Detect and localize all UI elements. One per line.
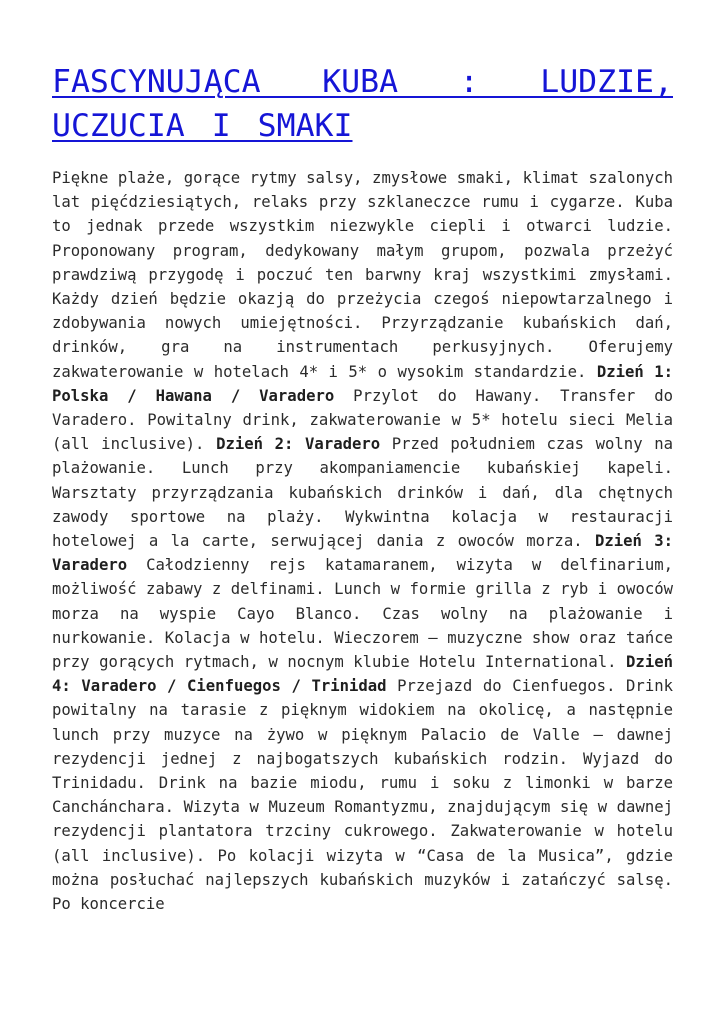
day4-text: Przejazd do Cienfuegos. Drink powitalny na tarasie z pięknym widokiem na okolicę, a następnie lunch przy muzyce na żywo w pięknym Palacio de Valle – dawnej rezydencji jednej z najbogatszych kubańskich rodzin. Wyjazd do Trinidadu. Drink na bazie miodu, rumu i soku z limonki w barze Canchánchara. Wizyta w Muzeum Romantyzmu, znajdującym się w dawnej rezydencji plantatora trzciny cukrowego. Zakwaterowanie w hotelu (all inclusive). Po kolacji wizyta w “Casa de la Musica”, gdzie można posłuchać najlepszych kubańskich muzyków i zatańczyć salsę. Po koncercie — [52, 677, 673, 914]
intro-text: Piękne plaże, gorące rytmy salsy, zmysłowe smaki, klimat szalonych lat pięćdziesiątych, relaks przy szklaneczce rumu i cygarze. Kuba to jednak przede wszystkim niezwykle ciepli i otwarci ludzie. Proponowany program, dedykowany małym grupom, pozwala przeżyć prawdziwą przygodę i poczuć ten barwny kraj wszystkimi zmysłami. Każdy dzień będzie okazją do przeżycia czegoś niepowtarzalnego i zdobywania nowych umiejętności. Przyrządzanie kubańskich dań, drinków, gra na instrumentach perkusyjnych. Oferujemy zakwaterowanie w hotelach 4* i 5* o wysokim standardzie. — [52, 169, 673, 381]
day1-text: Przylot do Hawany. Transfer do Varadero. Powitalny drink, zakwaterowanie w 5* hotelu sieci Melia (all inclusive). — [52, 386, 673, 454]
day2-heading: Dzień 2: Varadero — [216, 435, 381, 454]
day1-heading: Dzień 1: Polska / Hawana / Varadero — [52, 362, 673, 405]
day3-heading: Dzień 3: Varadero — [52, 532, 673, 575]
article-title — [52, 60, 673, 148]
article-title-link[interactable]: FASCYNUJĄCA KUBA : LUDZIE, UCZUCIA I SMAKI — [52, 64, 673, 144]
day4-heading: Dzień 4: Varadero / Cienfuegos / Trinidad — [52, 653, 673, 696]
article-body — [52, 166, 673, 916]
day2-text: Przed południem czas wolny na plażowanie. Lunch przy akompaniamencie kubańskiej kapeli. Warsztaty przyrządzania kubańskich drinków i dań, dla chętnych zawody sportowe na plaży. Wykwintna kolacja w restauracji hotelowej a la carte, serwującej dania z owoców morza. — [52, 435, 673, 551]
day3-text: Całodzienny rejs katamaranem, wizyta w delfinarium, możliwość zabawy z delfinami. Lunch w formie grilla z ryb i owoców morza na wyspie Cayo Blanco. Czas wolny na plażowanie i nurkowanie. Kolacja w hotelu. Wieczorem – muzyczne show oraz tańce przy gorących rytmach, w nocnym klubie Hotelu International. — [52, 556, 673, 672]
